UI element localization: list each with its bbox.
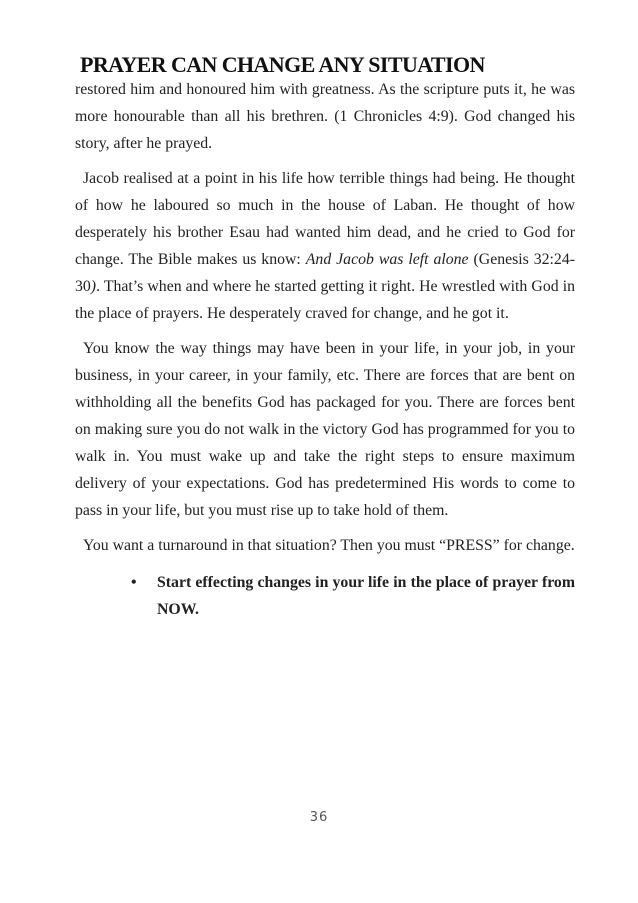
page-number: 36 <box>309 810 329 825</box>
page-header-title: PRAYER CAN CHANGE ANY SITUATION <box>80 52 485 77</box>
paragraph-1: restored him and honoured him with greatness. As the scripture puts it, he was more honourable than all his brethren. (1 Chronicles 4:9). God changed his story, after he prayed. <box>75 81 575 152</box>
bullet-text: Start effecting changes in your life in the place of prayer from NOW. <box>157 574 575 618</box>
bullet-marker: • <box>131 574 137 591</box>
scripture-reference: (Genesis 32:24-30 <box>75 251 575 295</box>
paragraph-3: You know the way things may have been in your life, in your job, in your business, in your career, in your family, etc. There are forces that are bent on withholding all the benefits God has packaged for you. There are forces bent on making sure you do not walk in the victory God has programmed for you to walk in. You must wake up and take the right steps to ensure maximum delivery of your expectations. God has predetermined His words to come to pass in your life, but you must rise up to take hold of them. <box>75 340 575 519</box>
paragraph-2-text: Jacob realised at a point in his life how terrible things had being. He thought of how he laboured so much in the house of Laban. He thought of how desperately his brother Esau had wanted him dead, and he cried to God for change. The Bible makes us know: <box>75 170 575 268</box>
paragraph-2 <box>75 165 575 327</box>
page-body <box>75 76 575 623</box>
bullet-item <box>75 569 575 623</box>
scripture-quote: And Jacob was left alone <box>305 251 469 268</box>
paragraph-4: You want a turnaround in that situation? Then you must “PRESS” for change. <box>83 537 575 554</box>
bullet-list <box>75 569 575 623</box>
paragraph-2-text-end: . That’s when and where he started getting it right. He wrestled with God in the place of prayers. He desperately craved for change, and he got it. <box>75 278 575 322</box>
scripture-reference-close: ) <box>90 278 97 295</box>
